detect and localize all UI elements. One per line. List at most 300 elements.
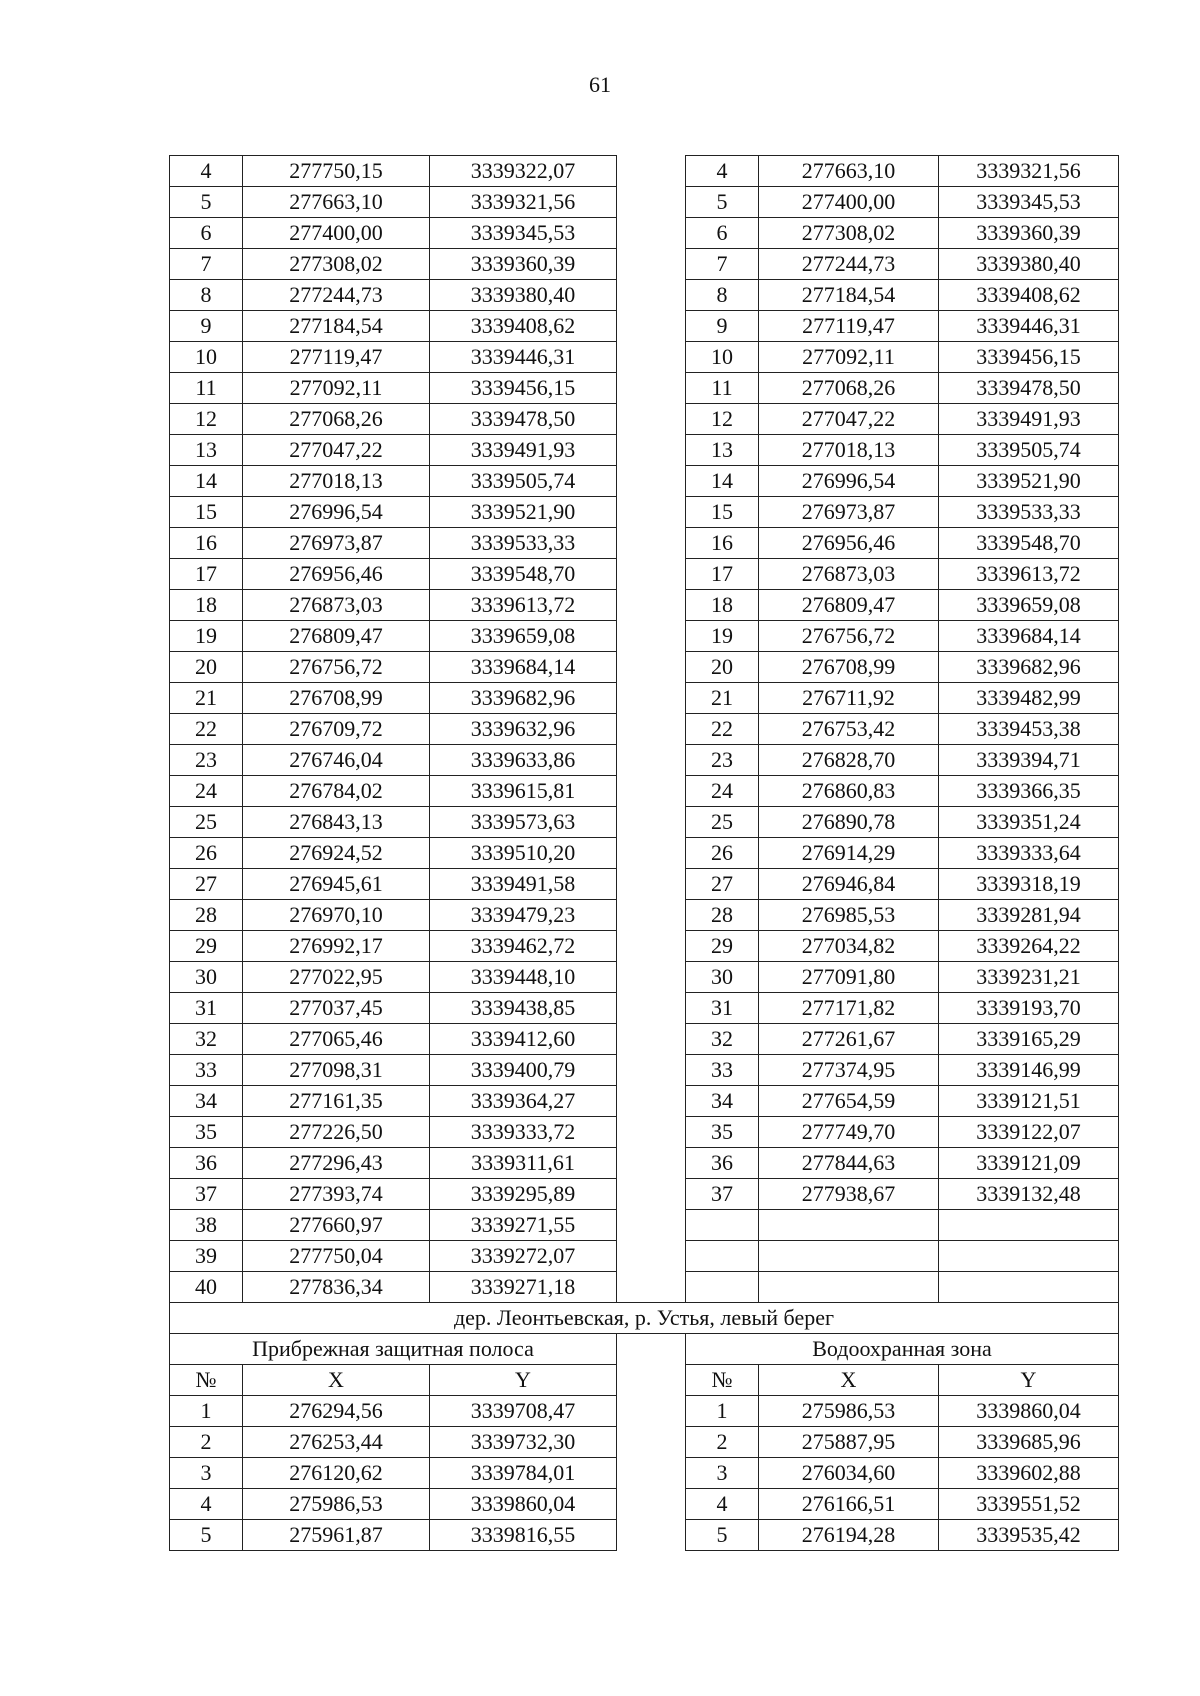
table-row: [170, 900, 1119, 931]
left-x-coordinate: 276973,87: [243, 528, 430, 559]
column-gap: [617, 435, 686, 466]
left-x-coordinate: 277400,00: [243, 218, 430, 249]
right-x-coordinate: 277938,67: [759, 1179, 939, 1210]
left-point-number: 2: [170, 1427, 243, 1458]
table-row: [170, 714, 1119, 745]
left-point-number: 26: [170, 838, 243, 869]
column-gap: [617, 1210, 686, 1241]
left-x-coordinate: 276809,47: [243, 621, 430, 652]
right-point-number: 4: [686, 156, 759, 187]
right-point-number: 20: [686, 652, 759, 683]
left-point-number: 5: [170, 1520, 243, 1551]
column-gap: [617, 559, 686, 590]
left-y-coordinate: 3339408,62: [430, 311, 617, 342]
left-x-coordinate: 276956,46: [243, 559, 430, 590]
right-x-coordinate: [759, 1272, 939, 1303]
left-x-coordinate: 276945,61: [243, 869, 430, 900]
table-row: [170, 280, 1119, 311]
table-row: [170, 1117, 1119, 1148]
right-x-coordinate: 276946,84: [759, 869, 939, 900]
right-y-coordinate: 3339446,31: [939, 311, 1119, 342]
right-x-coordinate: 276914,29: [759, 838, 939, 869]
left-x-coordinate: 277184,54: [243, 311, 430, 342]
left-x-coordinate: 276784,02: [243, 776, 430, 807]
left-y-coordinate: 3339271,55: [430, 1210, 617, 1241]
left-y-coordinate: 3339816,55: [430, 1520, 617, 1551]
right-point-number: 4: [686, 1489, 759, 1520]
right-point-number: 19: [686, 621, 759, 652]
right-y-coordinate: [939, 1272, 1119, 1303]
left-x-coordinate: 275986,53: [243, 1489, 430, 1520]
left-point-number: 21: [170, 683, 243, 714]
left-y-coordinate: 3339784,01: [430, 1458, 617, 1489]
right-y-coordinate: 3339505,74: [939, 435, 1119, 466]
column-gap: [617, 838, 686, 869]
left-y-coordinate: 3339548,70: [430, 559, 617, 590]
right-y-coordinate: 3339193,70: [939, 993, 1119, 1024]
right-y-coordinate: 3339478,50: [939, 373, 1119, 404]
right-x-coordinate: 276166,51: [759, 1489, 939, 1520]
left-point-number: 31: [170, 993, 243, 1024]
left-point-number: 24: [170, 776, 243, 807]
table-row: [170, 373, 1119, 404]
left-point-number: 39: [170, 1241, 243, 1272]
right-y-coordinate: 3339456,15: [939, 342, 1119, 373]
column-gap: [617, 1458, 686, 1489]
left-x-coordinate: 277660,97: [243, 1210, 430, 1241]
right-x-coordinate: 277261,67: [759, 1024, 939, 1055]
right-x-coordinate: 277308,02: [759, 218, 939, 249]
table-row: [170, 745, 1119, 776]
table-row: [170, 1210, 1119, 1241]
right-x-coordinate: 277749,70: [759, 1117, 939, 1148]
right-x-coordinate: 277047,22: [759, 404, 939, 435]
left-y-coordinate: 3339448,10: [430, 962, 617, 993]
right-y-coordinate: 3339521,90: [939, 466, 1119, 497]
column-gap: [617, 1179, 686, 1210]
right-y-coordinate: 3339366,35: [939, 776, 1119, 807]
left-point-number: 32: [170, 1024, 243, 1055]
table-row: [170, 621, 1119, 652]
table-row: [170, 404, 1119, 435]
left-x-coordinate: 277065,46: [243, 1024, 430, 1055]
left-y-coordinate: 3339311,61: [430, 1148, 617, 1179]
left-y-coordinate: 3339412,60: [430, 1024, 617, 1055]
right-y-coordinate: 3339264,22: [939, 931, 1119, 962]
left-x-coordinate: 276992,17: [243, 931, 430, 962]
left-y-coordinate: 3339708,47: [430, 1396, 617, 1427]
right-point-number: 21: [686, 683, 759, 714]
table-row: [170, 1458, 1119, 1489]
right-x-coordinate: 277184,54: [759, 280, 939, 311]
right-point-number: 31: [686, 993, 759, 1024]
column-gap: [617, 1427, 686, 1458]
column-gap: [617, 373, 686, 404]
header-x: X: [759, 1365, 939, 1396]
left-y-coordinate: 3339478,50: [430, 404, 617, 435]
left-x-coordinate: 276873,03: [243, 590, 430, 621]
column-gap: [617, 497, 686, 528]
column-gap: [617, 1334, 686, 1365]
table-row: [170, 435, 1119, 466]
column-gap: [617, 776, 686, 807]
column-gap: [617, 1148, 686, 1179]
left-point-number: 5: [170, 187, 243, 218]
right-y-coordinate: 3339351,24: [939, 807, 1119, 838]
table-row: [170, 931, 1119, 962]
right-x-coordinate: [759, 1210, 939, 1241]
table-row: [170, 1520, 1119, 1551]
right-x-coordinate: 275986,53: [759, 1396, 939, 1427]
left-y-coordinate: 3339521,90: [430, 497, 617, 528]
left-point-number: 10: [170, 342, 243, 373]
left-point-number: 33: [170, 1055, 243, 1086]
coastal-strip-heading: Прибрежная защитная полоса: [170, 1334, 617, 1365]
column-gap: [617, 1396, 686, 1427]
left-point-number: 28: [170, 900, 243, 931]
table-row: [170, 1148, 1119, 1179]
table-row: [170, 1241, 1119, 1272]
left-x-coordinate: 276120,62: [243, 1458, 430, 1489]
left-point-number: 20: [170, 652, 243, 683]
right-x-coordinate: 276956,46: [759, 528, 939, 559]
table-row: [170, 1396, 1119, 1427]
column-gap: [617, 218, 686, 249]
left-y-coordinate: 3339573,63: [430, 807, 617, 838]
left-x-coordinate: 276294,56: [243, 1396, 430, 1427]
header-y: Y: [430, 1365, 617, 1396]
left-y-coordinate: 3339533,33: [430, 528, 617, 559]
column-gap: [617, 714, 686, 745]
left-point-number: 3: [170, 1458, 243, 1489]
right-point-number: 3: [686, 1458, 759, 1489]
left-x-coordinate: 277226,50: [243, 1117, 430, 1148]
right-point-number: 26: [686, 838, 759, 869]
left-y-coordinate: 3339860,04: [430, 1489, 617, 1520]
right-y-coordinate: 3339684,14: [939, 621, 1119, 652]
right-x-coordinate: 277091,80: [759, 962, 939, 993]
left-point-number: 29: [170, 931, 243, 962]
left-x-coordinate: 277119,47: [243, 342, 430, 373]
left-y-coordinate: 3339615,81: [430, 776, 617, 807]
left-y-coordinate: 3339321,56: [430, 187, 617, 218]
column-gap: [617, 311, 686, 342]
right-point-number: 32: [686, 1024, 759, 1055]
right-y-coordinate: 3339860,04: [939, 1396, 1119, 1427]
left-x-coordinate: 275961,87: [243, 1520, 430, 1551]
right-y-coordinate: 3339535,42: [939, 1520, 1119, 1551]
right-y-coordinate: 3339682,96: [939, 652, 1119, 683]
left-x-coordinate: 276924,52: [243, 838, 430, 869]
left-y-coordinate: 3339633,86: [430, 745, 617, 776]
right-x-coordinate: 276708,99: [759, 652, 939, 683]
left-y-coordinate: 3339364,27: [430, 1086, 617, 1117]
right-x-coordinate: 276034,60: [759, 1458, 939, 1489]
column-gap: [617, 528, 686, 559]
table-row: [170, 776, 1119, 807]
left-x-coordinate: 277836,34: [243, 1272, 430, 1303]
right-point-number: 13: [686, 435, 759, 466]
table-row: [170, 559, 1119, 590]
left-x-coordinate: 277296,43: [243, 1148, 430, 1179]
column-gap: [617, 1272, 686, 1303]
right-point-number: 27: [686, 869, 759, 900]
right-x-coordinate: 277068,26: [759, 373, 939, 404]
left-point-number: 4: [170, 1489, 243, 1520]
right-x-coordinate: 277018,13: [759, 435, 939, 466]
left-point-number: 7: [170, 249, 243, 280]
column-gap: [617, 1117, 686, 1148]
right-x-coordinate: 276973,87: [759, 497, 939, 528]
left-point-number: 12: [170, 404, 243, 435]
column-gap: [617, 683, 686, 714]
right-x-coordinate: 277844,63: [759, 1148, 939, 1179]
left-point-number: 38: [170, 1210, 243, 1241]
right-y-coordinate: [939, 1241, 1119, 1272]
right-y-coordinate: 3339482,99: [939, 683, 1119, 714]
left-x-coordinate: 276996,54: [243, 497, 430, 528]
right-point-number: 1: [686, 1396, 759, 1427]
right-point-number: 24: [686, 776, 759, 807]
left-x-coordinate: 277018,13: [243, 466, 430, 497]
header-number: №: [170, 1365, 243, 1396]
left-point-number: 37: [170, 1179, 243, 1210]
right-point-number: 5: [686, 187, 759, 218]
table-row: [170, 838, 1119, 869]
right-x-coordinate: 276860,83: [759, 776, 939, 807]
right-x-coordinate: 275887,95: [759, 1427, 939, 1458]
right-y-coordinate: 3339121,09: [939, 1148, 1119, 1179]
right-point-number: 17: [686, 559, 759, 590]
left-y-coordinate: 3339456,15: [430, 373, 617, 404]
left-point-number: 35: [170, 1117, 243, 1148]
left-x-coordinate: 277308,02: [243, 249, 430, 280]
left-x-coordinate: 276253,44: [243, 1427, 430, 1458]
left-point-number: 9: [170, 311, 243, 342]
column-gap: [617, 1024, 686, 1055]
left-y-coordinate: 3339491,58: [430, 869, 617, 900]
left-x-coordinate: 276708,99: [243, 683, 430, 714]
right-y-coordinate: 3339685,96: [939, 1427, 1119, 1458]
column-gap: [617, 342, 686, 373]
left-y-coordinate: 3339345,53: [430, 218, 617, 249]
left-y-coordinate: 3339510,20: [430, 838, 617, 869]
left-y-coordinate: 3339295,89: [430, 1179, 617, 1210]
right-x-coordinate: 276809,47: [759, 590, 939, 621]
left-x-coordinate: 276756,72: [243, 652, 430, 683]
left-point-number: 25: [170, 807, 243, 838]
right-point-number: 25: [686, 807, 759, 838]
left-x-coordinate: 277022,95: [243, 962, 430, 993]
left-point-number: 6: [170, 218, 243, 249]
right-point-number: 15: [686, 497, 759, 528]
right-x-coordinate: 277092,11: [759, 342, 939, 373]
column-gap: [617, 652, 686, 683]
right-x-coordinate: 277400,00: [759, 187, 939, 218]
header-x: X: [243, 1365, 430, 1396]
right-y-coordinate: 3339318,19: [939, 869, 1119, 900]
right-y-coordinate: 3339533,33: [939, 497, 1119, 528]
right-y-coordinate: 3339380,40: [939, 249, 1119, 280]
left-point-number: 11: [170, 373, 243, 404]
left-y-coordinate: 3339400,79: [430, 1055, 617, 1086]
right-x-coordinate: 276873,03: [759, 559, 939, 590]
right-point-number: 9: [686, 311, 759, 342]
column-gap: [617, 404, 686, 435]
table-row: [170, 1024, 1119, 1055]
right-y-coordinate: 3339281,94: [939, 900, 1119, 931]
table-row: [170, 528, 1119, 559]
right-point-number: 33: [686, 1055, 759, 1086]
right-y-coordinate: 3339165,29: [939, 1024, 1119, 1055]
right-y-coordinate: 3339231,21: [939, 962, 1119, 993]
table-row: [170, 1179, 1119, 1210]
right-y-coordinate: 3339659,08: [939, 590, 1119, 621]
right-y-coordinate: 3339333,64: [939, 838, 1119, 869]
left-y-coordinate: 3339360,39: [430, 249, 617, 280]
right-y-coordinate: 3339122,07: [939, 1117, 1119, 1148]
table-row: [170, 342, 1119, 373]
table-row: [170, 156, 1119, 187]
table-row: [170, 218, 1119, 249]
right-x-coordinate: 276996,54: [759, 466, 939, 497]
right-x-coordinate: 277244,73: [759, 249, 939, 280]
right-x-coordinate: [759, 1241, 939, 1272]
left-point-number: 14: [170, 466, 243, 497]
column-gap: [617, 1241, 686, 1272]
table-row: [170, 497, 1119, 528]
left-point-number: 13: [170, 435, 243, 466]
left-point-number: 8: [170, 280, 243, 311]
right-point-number: 34: [686, 1086, 759, 1117]
right-y-coordinate: 3339613,72: [939, 559, 1119, 590]
section-title: дер. Леонтьевская, р. Устья, левый берег: [170, 1303, 1119, 1334]
left-y-coordinate: 3339613,72: [430, 590, 617, 621]
left-point-number: 15: [170, 497, 243, 528]
left-y-coordinate: 3339272,07: [430, 1241, 617, 1272]
table-row: [170, 1489, 1119, 1520]
column-gap: [617, 1055, 686, 1086]
left-x-coordinate: 276843,13: [243, 807, 430, 838]
left-point-number: 40: [170, 1272, 243, 1303]
table-row: [170, 683, 1119, 714]
column-gap: [617, 1520, 686, 1551]
left-y-coordinate: 3339446,31: [430, 342, 617, 373]
coordinates-part2: [170, 1303, 1119, 1551]
column-gap: [617, 1086, 686, 1117]
left-point-number: 4: [170, 156, 243, 187]
right-point-number: 28: [686, 900, 759, 931]
left-y-coordinate: 3339684,14: [430, 652, 617, 683]
column-gap: [617, 621, 686, 652]
left-x-coordinate: 277750,15: [243, 156, 430, 187]
left-point-number: 17: [170, 559, 243, 590]
column-gap: [617, 466, 686, 497]
right-point-number: 23: [686, 745, 759, 776]
table-row: [170, 1427, 1119, 1458]
left-y-coordinate: 3339505,74: [430, 466, 617, 497]
left-point-number: 34: [170, 1086, 243, 1117]
right-x-coordinate: 276756,72: [759, 621, 939, 652]
left-x-coordinate: 277750,04: [243, 1241, 430, 1272]
left-y-coordinate: 3339682,96: [430, 683, 617, 714]
right-y-coordinate: 3339360,39: [939, 218, 1119, 249]
right-point-number: 37: [686, 1179, 759, 1210]
right-y-coordinate: 3339394,71: [939, 745, 1119, 776]
column-gap: [617, 1365, 686, 1396]
column-gap: [617, 869, 686, 900]
left-point-number: 27: [170, 869, 243, 900]
left-y-coordinate: 3339438,85: [430, 993, 617, 1024]
column-gap: [617, 249, 686, 280]
right-point-number: 18: [686, 590, 759, 621]
left-x-coordinate: 276746,04: [243, 745, 430, 776]
left-point-number: 1: [170, 1396, 243, 1427]
left-y-coordinate: 3339380,40: [430, 280, 617, 311]
left-point-number: 36: [170, 1148, 243, 1179]
left-y-coordinate: 3339333,72: [430, 1117, 617, 1148]
right-y-coordinate: 3339551,52: [939, 1489, 1119, 1520]
table-row: [170, 1272, 1119, 1303]
right-y-coordinate: [939, 1210, 1119, 1241]
column-gap: [617, 931, 686, 962]
zone-heading-row: [170, 1334, 1119, 1365]
water-protection-zone-heading: Водоохранная зона: [686, 1334, 1119, 1365]
column-gap: [617, 900, 686, 931]
right-x-coordinate: 276711,92: [759, 683, 939, 714]
right-x-coordinate: 277654,59: [759, 1086, 939, 1117]
right-x-coordinate: 277374,95: [759, 1055, 939, 1086]
right-y-coordinate: 3339121,51: [939, 1086, 1119, 1117]
right-point-number: 30: [686, 962, 759, 993]
left-point-number: 19: [170, 621, 243, 652]
left-point-number: 22: [170, 714, 243, 745]
left-point-number: 18: [170, 590, 243, 621]
left-x-coordinate: 276709,72: [243, 714, 430, 745]
table-row: [170, 993, 1119, 1024]
left-x-coordinate: 277068,26: [243, 404, 430, 435]
table-row: [170, 249, 1119, 280]
column-gap: [617, 156, 686, 187]
left-y-coordinate: 3339462,72: [430, 931, 617, 962]
right-point-number: 6: [686, 218, 759, 249]
right-point-number: 14: [686, 466, 759, 497]
table-row: [170, 869, 1119, 900]
left-x-coordinate: 277393,74: [243, 1179, 430, 1210]
table-row: [170, 807, 1119, 838]
right-x-coordinate: 277171,82: [759, 993, 939, 1024]
right-point-number: 7: [686, 249, 759, 280]
column-gap: [617, 590, 686, 621]
right-point-number: 12: [686, 404, 759, 435]
left-x-coordinate: 276970,10: [243, 900, 430, 931]
table-row: [170, 590, 1119, 621]
right-y-coordinate: 3339132,48: [939, 1179, 1119, 1210]
table-row: [170, 187, 1119, 218]
table-row: [170, 962, 1119, 993]
column-gap: [617, 187, 686, 218]
right-x-coordinate: 277663,10: [759, 156, 939, 187]
left-point-number: 30: [170, 962, 243, 993]
column-header-row: [170, 1365, 1119, 1396]
right-point-number: 35: [686, 1117, 759, 1148]
left-point-number: 16: [170, 528, 243, 559]
column-gap: [617, 962, 686, 993]
coordinates-part1: [170, 156, 1119, 1303]
column-gap: [617, 993, 686, 1024]
left-x-coordinate: 277092,11: [243, 373, 430, 404]
right-point-number: 29: [686, 931, 759, 962]
